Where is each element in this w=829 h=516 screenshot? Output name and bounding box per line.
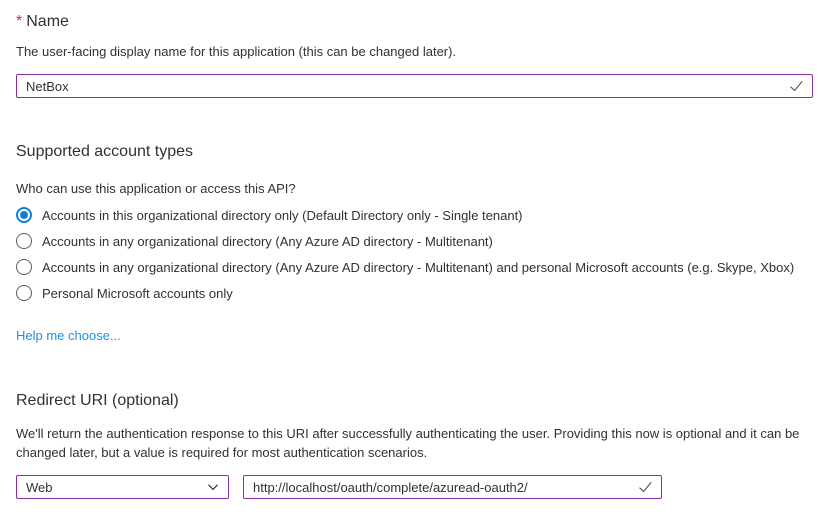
redirect-uri-row <box>16 475 813 499</box>
help-me-choose-link[interactable]: Help me choose... <box>16 328 121 343</box>
name-input[interactable] <box>16 74 813 98</box>
radio-label: Personal Microsoft accounts only <box>42 285 233 301</box>
redirect-uri-input[interactable] <box>243 475 662 499</box>
radio-multitenant[interactable] <box>16 228 813 254</box>
radio-button-icon[interactable] <box>16 285 32 301</box>
radio-label: Accounts in any organizational directory (Any Azure AD directory - Multitenant) <box>42 233 493 249</box>
redirect-uri-title: Redirect URI (optional) <box>16 392 179 409</box>
radio-label: Accounts in this organizational directory only (Default Directory only - Single tenant) <box>42 207 523 223</box>
redirect-uri-description: We'll return the authentication response to this URI after successfully authenticating the user. Providing this now is optional and it can be changed later, but a value is required for most authentication scenarios. <box>16 426 800 460</box>
platform-select[interactable] <box>16 475 229 499</box>
required-asterisk: * <box>16 13 23 30</box>
name-description: The user-facing display name for this application (this can be changed later). <box>16 44 457 59</box>
radio-multitenant-personal[interactable] <box>16 254 813 280</box>
radio-single-tenant[interactable] <box>16 202 813 228</box>
radio-personal-only[interactable] <box>16 280 813 306</box>
account-types-question: Who can use this application or access this API? <box>16 181 296 196</box>
chevron-down-icon <box>206 480 220 494</box>
radio-button-icon[interactable] <box>16 233 32 249</box>
name-input-wrap <box>16 74 813 98</box>
account-type-options <box>16 202 813 306</box>
redirect-uri-input-wrap <box>243 475 662 499</box>
radio-button-icon[interactable] <box>16 207 32 223</box>
radio-label: Accounts in any organizational directory (Any Azure AD directory - Multitenant) and personal Microsoft accounts (e.g. Skype, Xbox) <box>42 259 795 275</box>
name-title-text: Name <box>26 13 69 30</box>
platform-select-value: Web <box>26 479 53 495</box>
name-section-title <box>16 12 813 32</box>
radio-button-icon[interactable] <box>16 259 32 275</box>
account-types-title: Supported account types <box>16 143 194 160</box>
